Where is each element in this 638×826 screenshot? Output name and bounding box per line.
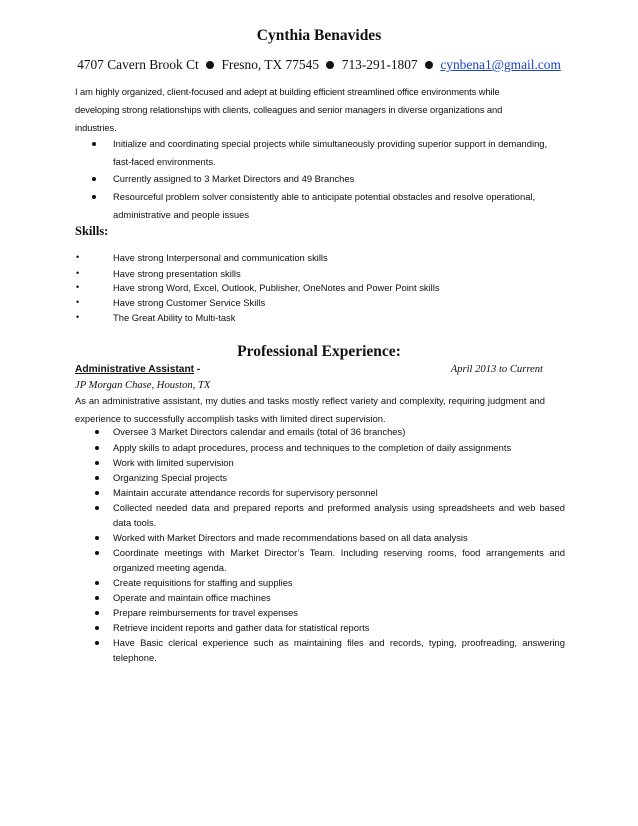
duty-item: Create requisitions for staffing and supplies <box>75 575 565 590</box>
bullet-icon <box>92 195 96 199</box>
job-dates: April 2013 to Current <box>450 364 543 375</box>
bullet-icon <box>95 551 99 555</box>
bullet-icon <box>95 476 99 480</box>
bullet-icon: • <box>76 312 80 322</box>
email-link[interactable]: cynbena1@gmail.com <box>440 57 561 72</box>
bullet-icon <box>95 596 99 600</box>
skill-item: • Have strong Word, Excel, Outlook, Publisher, OneNotes and Power Point skills <box>76 282 440 293</box>
bullet-icon <box>95 430 99 434</box>
duty-item: Have Basic clerical experience such as maintaining files and records, typing, proofreading, answering telephone. <box>75 635 565 665</box>
city: Fresno, TX 77545 <box>221 57 320 72</box>
resume-name: Cynthia Benavides <box>256 27 382 44</box>
duty-item: Operate and maintain office machines <box>75 590 565 605</box>
address: 4707 Cavern Brook Ct <box>77 57 199 72</box>
bullet-icon <box>95 491 99 495</box>
job-intro: As an administrative assistant, my duties and tasks mostly reflect variety and complexity, requiring judgment and experience to successfully accomplish tasks with limited direct supervision. <box>75 395 545 424</box>
duty-item: Work with limited supervision <box>75 455 565 470</box>
skill-item: • Have strong Customer Service Skills <box>76 297 266 308</box>
bullet-icon: • <box>76 268 80 278</box>
job-title: Administrative Assistant - <box>75 364 201 375</box>
separator-dot-icon <box>326 61 334 69</box>
summary-bullet: Currently assigned to 3 Market Directors and 49 Branches <box>75 170 555 188</box>
duty-item: Collected needed data and prepared reports and preformed analysis using spreadsheets and web based data tools. <box>75 500 565 530</box>
phone: 713-291-1807 <box>341 57 418 72</box>
job-company: JP Morgan Chase, Houston, TX <box>75 380 211 391</box>
bullet-icon: • <box>76 282 80 292</box>
bullet-icon <box>95 461 99 465</box>
bullet-icon <box>95 581 99 585</box>
duty-item: Organizing Special projects <box>75 470 565 485</box>
bullet-icon <box>95 536 99 540</box>
skill-item: • The Great Ability to Multi-task <box>76 312 236 323</box>
bullet-icon <box>95 506 99 510</box>
skill-item: • Have strong presentation skills <box>76 268 241 279</box>
duty-item: Worked with Market Directors and made recommendations based on all data analysis <box>75 530 565 545</box>
duty-item: Apply skills to adapt procedures, process and techniques to the completion of daily assignments <box>75 440 565 455</box>
bullet-icon: • <box>76 297 80 307</box>
summary-bullet: Initialize and coordinating special projects while simultaneously providing superior support in demanding, fast-faced environments. <box>75 135 555 170</box>
duty-item: Oversee 3 Market Directors calendar and emails (total of 36 branches) <box>75 424 565 439</box>
bullet-icon <box>95 641 99 645</box>
summary-bullet: Resourceful problem solver consistently able to anticipate potential obstacles and resolve operational, administrative and people issues <box>75 188 555 223</box>
skill-item: • Have strong Interpersonal and communication skills <box>76 252 328 263</box>
duty-item: Retrieve incident reports and gather data for statistical reports <box>75 620 565 635</box>
bullet-icon <box>92 142 96 146</box>
skills-heading: Skills: <box>75 224 109 238</box>
duty-item: Maintain accurate attendance records for supervisory personnel <box>75 485 565 500</box>
separator-dot-icon <box>206 61 214 69</box>
bullet-icon <box>92 177 96 181</box>
duty-item: Prepare reimbursements for travel expenses <box>75 605 565 620</box>
contact-line <box>0 57 638 73</box>
summary-paragraph: I am highly organized, client-focused and adept at building efficient streamlined office environments while developing strong relationships with clients, colleagues and senior managers in diverse organizations and industries. <box>75 86 503 133</box>
separator-dot-icon <box>425 61 433 69</box>
experience-heading: Professional Experience: <box>237 343 401 360</box>
bullet-icon <box>95 626 99 630</box>
bullet-icon: • <box>76 252 80 262</box>
bullet-icon <box>95 446 99 450</box>
duty-item: Coordinate meetings with Market Director’s Team. Including reserving rooms, food arrangements and organized meeting agenda. <box>75 545 565 575</box>
bullet-icon <box>95 611 99 615</box>
